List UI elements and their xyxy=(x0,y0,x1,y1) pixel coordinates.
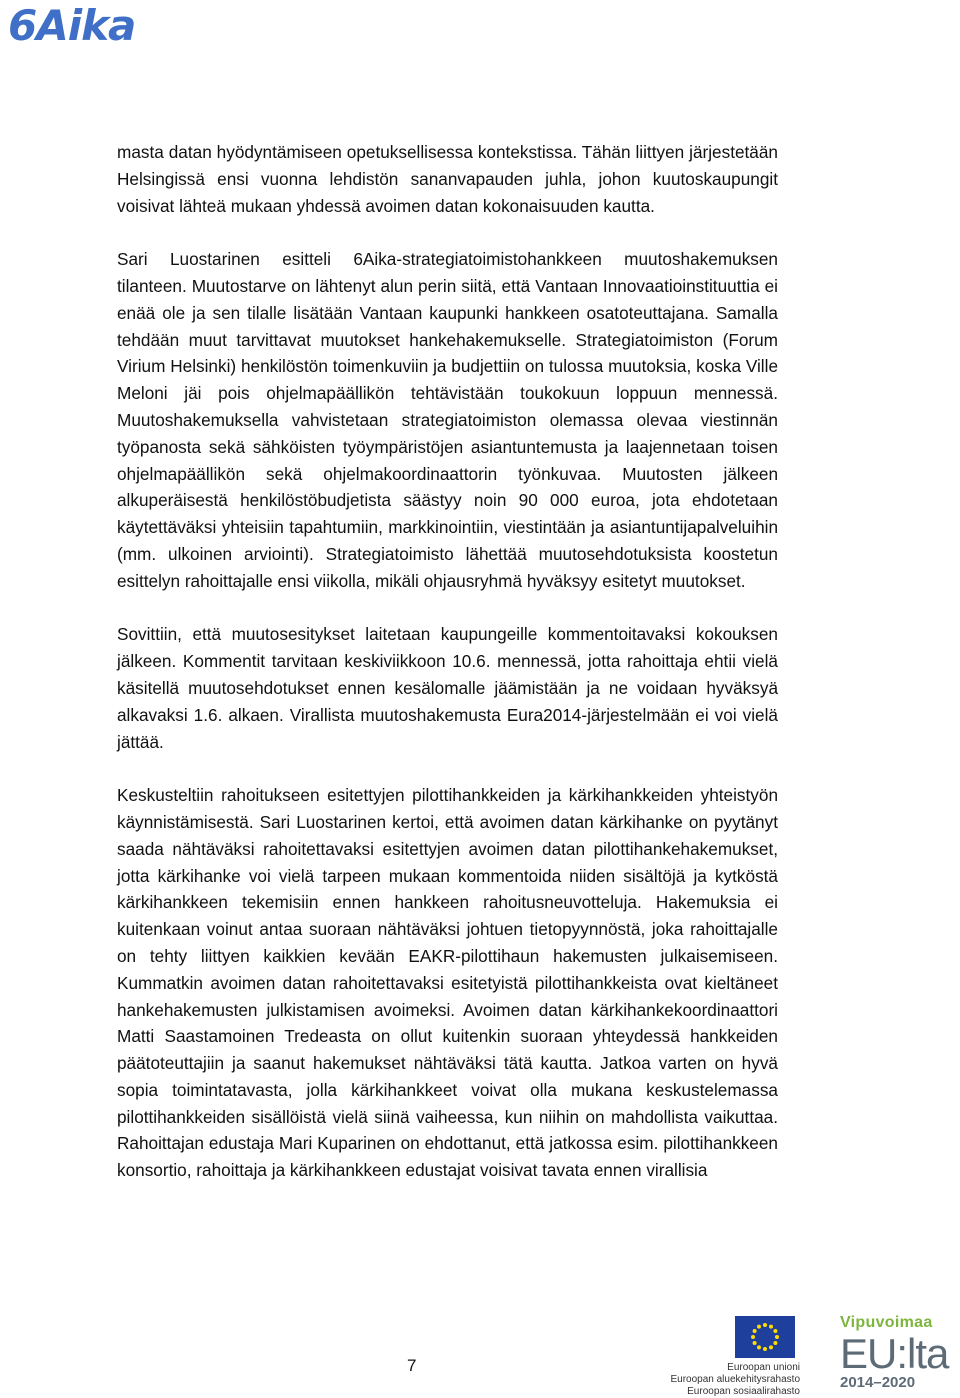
6aika-logo: 6Aika xyxy=(8,1,136,50)
eu-funds-label xyxy=(662,1374,800,1398)
vipuvoimaa-logo xyxy=(838,1314,958,1392)
document-body xyxy=(117,139,778,1184)
paragraph: masta datan hyödyntämiseen opetuksellisessa kontekstissa. Tähän liittyen järjestetään Helsingissä ensi vuonna lehdistön sananvapauden juhla, johon kuutoskaupungit voisivat lähteä mukaan yhdessä avoimen datan kokonaisuuden kautta. xyxy=(117,142,778,216)
eu-regional-fund-label: Euroopan aluekehitysrahasto xyxy=(670,1374,800,1385)
paragraph: Keskusteltiin rahoitukseen esitettyjen pilottihankkeiden ja kärkihankkeiden yhteistyön käynnistämisestä. Sari Luostarinen kertoi, että avoimen datan kärkihanke on pyytänyt saada nähtäväksi rahoitettavaksi esitettyjen avoimen datan pilottihankehakemukset, jotta kärkihanke voi vielä tarpeen mukaan kommentoida niiden sisältöjä ja kytköstä kärkihankkeen tekemisiin ennen hankkeen rahoitusneuvotteluja. Hakemuksia ei kuitenkaan voinut antaa suoraan nähtäväksi johtuen tietopyynnöstä, joka rahoittajalle on tehty liittyen kaikkien kevään EAKR-pilottihaun hakemusten julkaisemiseen. Kummatkin avoimen datan rahoitettavaksi esitetyistä pilottihankkeista ovat kieltäneet hankehakemusten julkistamisen avoimeksi. Avoimen datan kärkihankekoordinaattori Matti Saastamoinen Tredeasta on ollut kuitenkin suoraan yhteydessä hankkeiden päätoteuttajiin ja saanut hakemukset nähtäväksi tätä kautta. Jatkoa varten on hyvä sopia toimintatavasta, jolla kärkihankkeet voivat olla mukana keskustelemassa pilottihankkeiden sisällöistä vielä siinä vaiheessa, kun niihin on mahdollista vaikuttaa. Rahoittajan edustaja Mari Kuparinen on ehdottanut, että jatkossa esim. pilottihankkeen konsortio, rahoittaja ja kärkihankkeen edustajat voisivat tavata ennen virallisia xyxy=(117,785,778,1181)
eu-union-label: Euroopan unioni xyxy=(727,1362,800,1373)
paragraph: Sari Luostarinen esitteli 6Aika-strategiatoimistohankkeen muutoshakemuksen tilanteen. Muutostarve on lähtenyt alun perin siitä, että Vantaan Innovaatioinstituuttia ei enää ole ja sen tilalle lisätään Vantaan kaupunki hankkeen osatoteuttajana. Samalla tehdään muut tarvittavat muutokset hankehakemukselle. Strategiatoimiston (Forum Virium Helsinki) henkilöstön toimenkuviin ja budjettiin on tulossa muutoksia, koska Ville Meloni jäi pois ohjelmapäällikön tehtävistään toukokuun loppuun mennessä. Muutoshakemuksella vahvistetaan strategiatoimiston olemassa olevaa viestinnän työpanosta sekä sähköisten työympäristöjen asiantuntemusta ja laajennetaan toisen ohjelmapäällikön sekä ohjelmakoordinaattorin työnkuvaa. Muutosten jälkeen alkuperäisestä henkilöstöbudjetista säästyy noin 90 000 euroa, jota ehdotetaan käytettäväksi yhteisiin tapahtumiin, markkinointiin, viestintään ja asiantuntijapalveluihin (mm. ulkoinen arviointi). Strategiatoimisto lähettää muutosehdotuksista koostetun esittelyn rahoittajalle ensi viikolla, mikäli ohjausryhmä hyväksyy esitetyt muutokset. xyxy=(117,249,778,591)
eu-stars-icon xyxy=(735,1316,795,1358)
paragraph: Sovittiin, että muutosesitykset laitetaan kaupungeille kommentoitavaksi kokouksen jälkeen. Kommentit tarvitaan keskiviikkoon 10.6. mennessä, jotta rahoittaja ehtii vielä käsitellä muutosehdotukset ennen kesälomalle jäämistään ja ne voidaan hyväksyä alkavaksi 1.6. alkaen. Virallista muutoshakemusta Eura2014-järjestelmään ei voi vielä jättää. xyxy=(117,624,778,752)
eu-flag-icon xyxy=(735,1316,795,1358)
eu-social-fund-label: Euroopan sosiaalirahasto xyxy=(687,1386,800,1397)
vipuvoimaa-eu: EU:lta xyxy=(840,1330,949,1377)
vipuvoimaa-title: Vipuvoimaa xyxy=(840,1314,933,1331)
vipuvoimaa-years: 2014–2020 xyxy=(840,1374,916,1391)
page-number: 7 xyxy=(407,1356,417,1375)
